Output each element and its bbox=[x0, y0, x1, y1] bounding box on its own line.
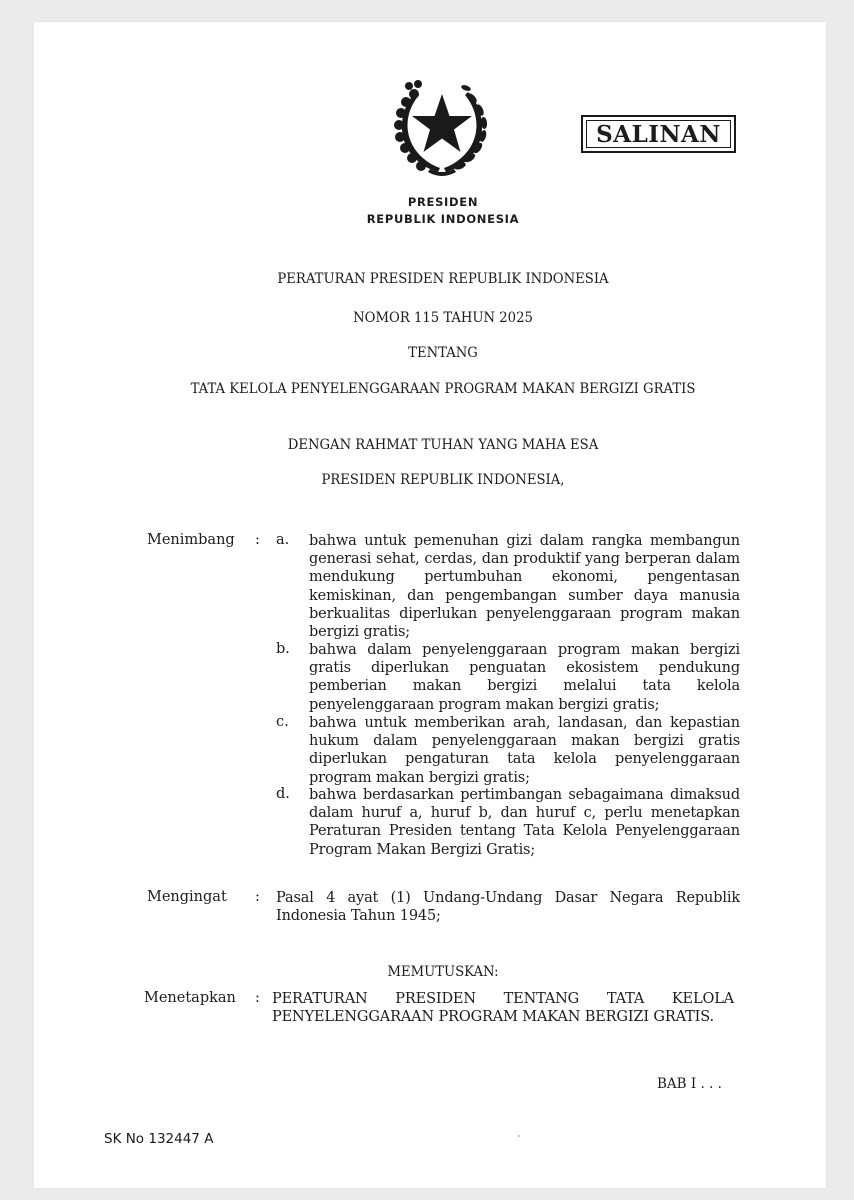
salinan-stamp-text: SALINAN bbox=[586, 120, 731, 148]
sk-number: SK No 132447 A bbox=[104, 1131, 214, 1147]
mengingat-colon: : bbox=[255, 889, 260, 905]
mengingat-label: Mengingat bbox=[147, 889, 227, 905]
regulation-tentang: TENTANG bbox=[408, 345, 478, 361]
mengingat-text: Pasal 4 ayat (1) Undang-Undang Dasar Negara Republik Indonesia Tahun 1945; bbox=[276, 890, 740, 925]
paper-speck bbox=[518, 1135, 520, 1137]
menetapkan-text: PERATURAN PRESIDEN TENTANG TATA KELOLA PENYELENGGARAAN PROGRAM MAKAN BERGIZI GRATIS. bbox=[272, 991, 734, 1026]
preamble-rahmat: DENGAN RAHMAT TUHAN YANG MAHA ESA bbox=[287, 437, 599, 453]
memutuskan-heading: MEMUTUSKAN: bbox=[387, 964, 499, 980]
president-label-line1: PRESIDEN bbox=[407, 195, 479, 209]
menimbang-item-text: bahwa untuk memberikan arah, landasan, dan kepastian hukum dalam penyelenggaraan makan bergizi gratis diperlukan pengaturan tata kelola penyelenggaraan program makan bergizi gratis; bbox=[309, 715, 740, 786]
menimbang-item-text: bahwa berdasarkan pertimbangan sebagaimana dimaksud dalam huruf a, huruf b, dan huruf c, perlu menetapkan Peraturan Presiden tentang Tata Kelola Penyelenggaraan Program Makan Bergizi Gratis; bbox=[309, 787, 740, 858]
regulation-number: NOMOR 115 TAHUN 2025 bbox=[353, 310, 533, 326]
president-label bbox=[340, 194, 546, 228]
regulation-title: PERATURAN PRESIDEN REPUBLIK INDONESIA bbox=[277, 271, 609, 287]
next-page-marker: BAB I . . . bbox=[657, 1076, 722, 1092]
menimbang-item-text: bahwa untuk pemenuhan gizi dalam rangka membangun generasi sehat, cerdas, dan produktif yang berperan dalam mendukung pertumbuhan ekonomi, pengentasan kemiskinan, dan pengembangan sumber daya manusia berkualitas diperlukan penyelenggaraan program makan bergizi gratis; bbox=[309, 533, 740, 641]
menimbang-colon: : bbox=[255, 532, 260, 548]
menimbang-item-letter: a. bbox=[276, 532, 290, 548]
preamble-president: PRESIDEN REPUBLIK INDONESIA, bbox=[321, 472, 565, 488]
menetapkan-label: Menetapkan bbox=[144, 990, 236, 1006]
menimbang-label: Menimbang bbox=[147, 532, 235, 548]
garuda-star-emblem-icon bbox=[388, 72, 496, 180]
menimbang-item-text: bahwa dalam penyelenggaraan program makan bergizi gratis diperlukan penguatan ekosistem pendukung pemberian makan bergizi melalui tata kelola penyelenggaraan program makan bergizi gratis; bbox=[309, 642, 740, 713]
regulation-subject: TATA KELOLA PENYELENGGARAAN PROGRAM MAKAN BERGIZI GRATIS bbox=[190, 381, 696, 397]
menetapkan-colon: : bbox=[255, 990, 260, 1006]
president-label-line2: REPUBLIK INDONESIA bbox=[366, 212, 520, 226]
menimbang-item-letter: b. bbox=[276, 641, 290, 657]
menimbang-item-letter: d. bbox=[276, 786, 290, 802]
menimbang-item-letter: c. bbox=[276, 714, 289, 730]
salinan-stamp bbox=[581, 115, 736, 153]
